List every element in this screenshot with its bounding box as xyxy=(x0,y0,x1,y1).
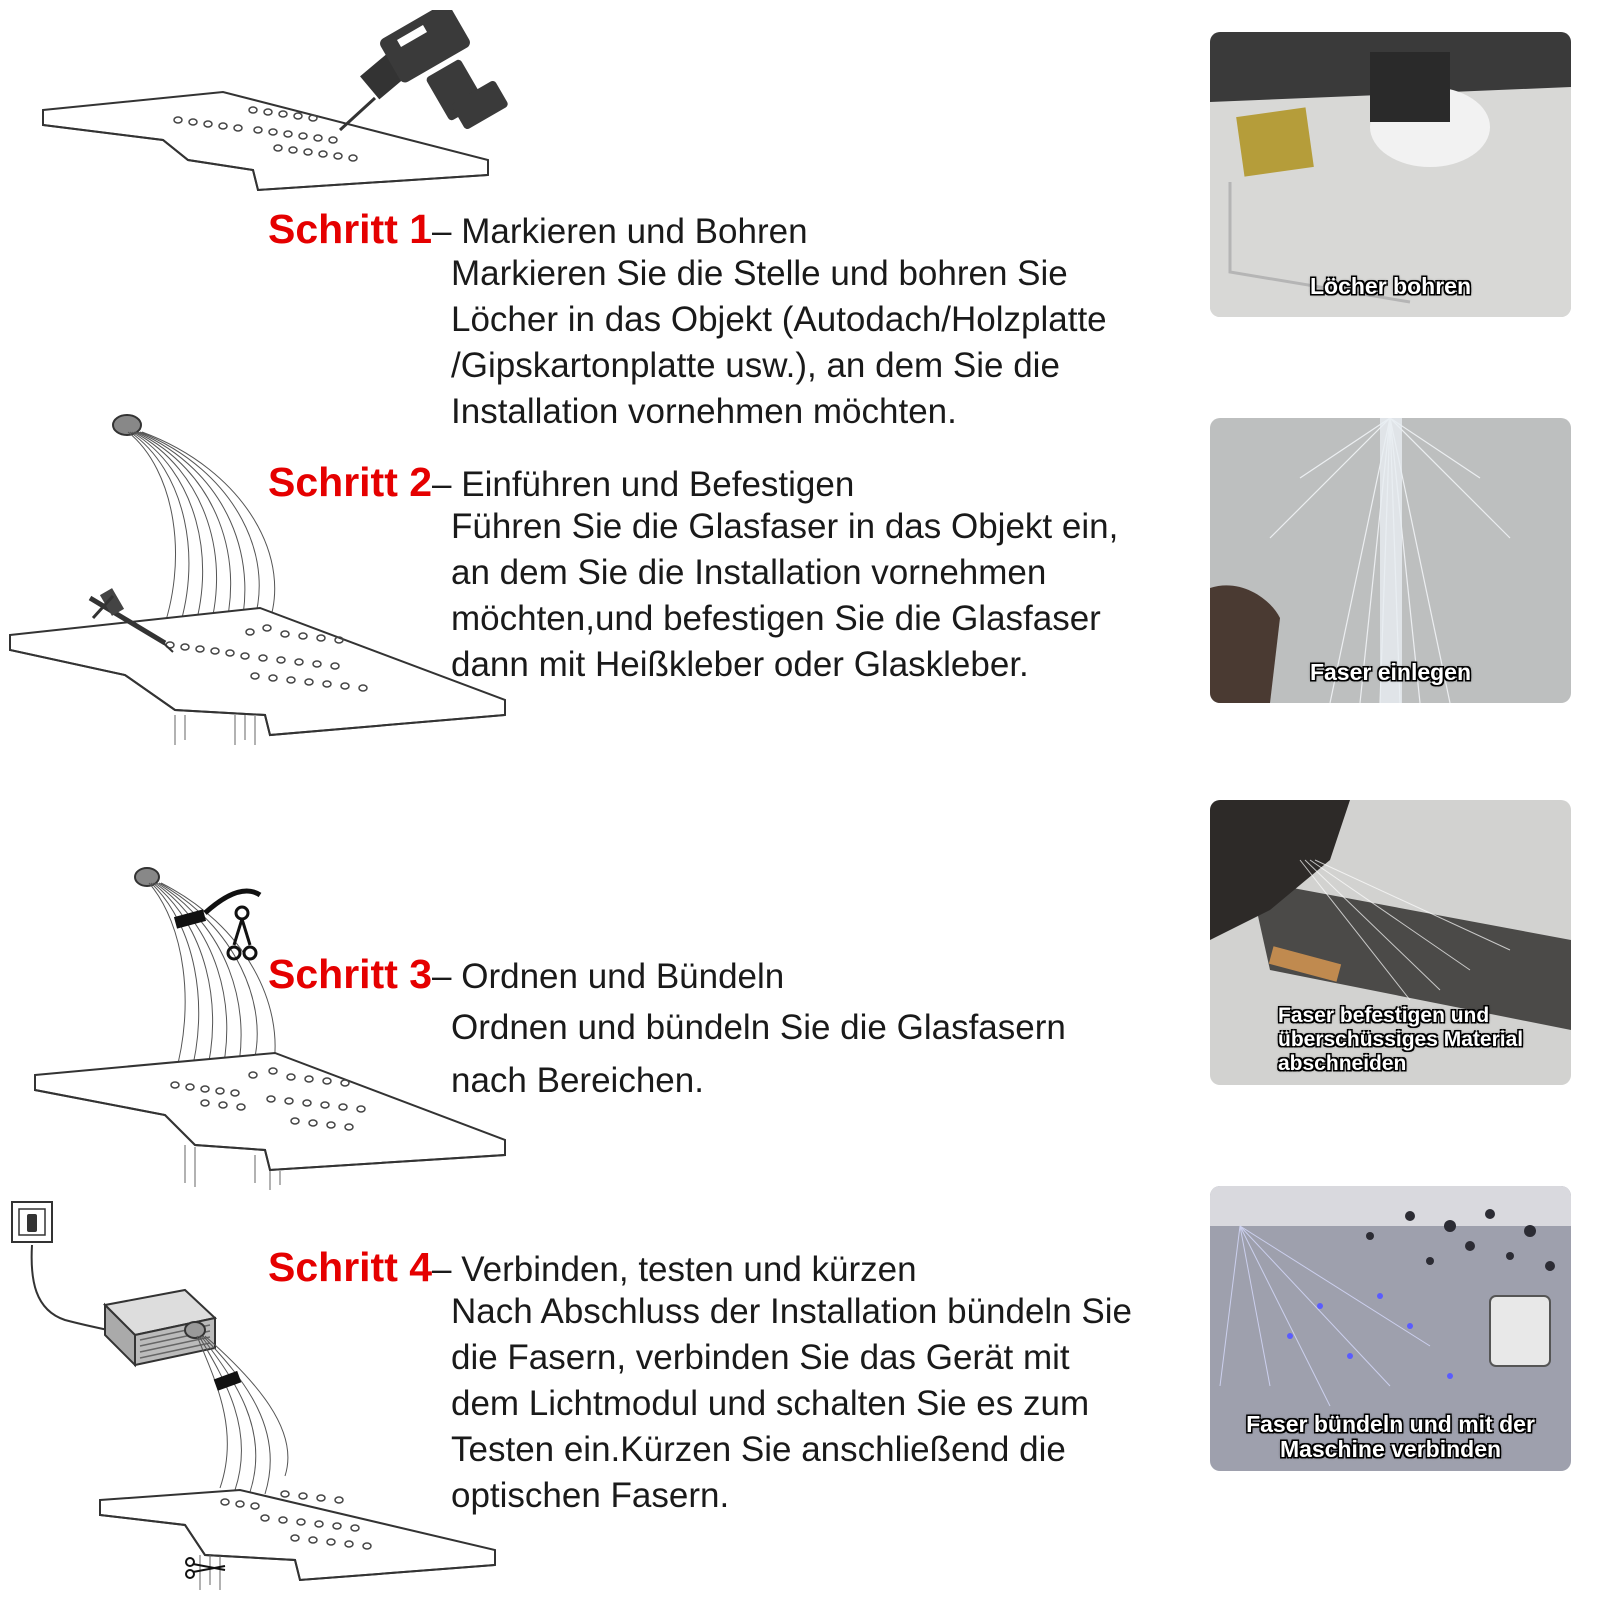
photo-caption-line: abschneiden xyxy=(1278,1052,1407,1075)
step-1-subtitle: – Markieren und Bohren xyxy=(432,212,808,251)
step-4-line: dem Lichtmodul und schalten Sie es zum xyxy=(451,1384,1090,1423)
photo-caption-block xyxy=(1210,1412,1571,1462)
step-4-line: die Fasern, verbinden Sie das Gerät mit xyxy=(451,1338,1070,1377)
cut-scissors-icon xyxy=(186,1558,225,1578)
photo-caption: Faser einlegen xyxy=(1309,659,1472,685)
step-4-number: Schritt 4 xyxy=(268,1244,433,1290)
step-2-number: Schritt 2 xyxy=(268,459,433,505)
photo-caption-line: Maschine verbinden xyxy=(1279,1436,1502,1462)
step-2-body xyxy=(451,504,1118,688)
step-2-line: möchten,und befestigen Sie die Glasfaser xyxy=(451,599,1101,638)
photo-drilling xyxy=(1210,32,1571,317)
photo-caption-line: überschüssiges Material xyxy=(1278,1028,1524,1051)
step-2-line: an dem Sie die Installation vornehmen xyxy=(451,553,1047,592)
light-engine-icon xyxy=(105,1290,215,1365)
step-4-title xyxy=(268,1244,917,1293)
scissors-icon xyxy=(222,905,262,965)
step-1-line: /Gipskartonplatte usw.), an dem Sie die xyxy=(451,346,1060,385)
drill-icon xyxy=(335,10,525,140)
step-3-body xyxy=(451,1001,1066,1107)
power-outlet-icon xyxy=(10,1200,55,1245)
photo-caption-block xyxy=(1278,1004,1523,1076)
step-1-line: Markieren Sie die Stelle und bohren Sie xyxy=(451,254,1068,293)
step-1-title xyxy=(268,206,808,255)
step-3-title xyxy=(268,951,784,1000)
step-4-subtitle: – Verbinden, testen und kürzen xyxy=(432,1250,917,1289)
step-2-line: Führen Sie die Glasfaser in das Objekt ein, xyxy=(451,507,1119,546)
step-3-line: nach Bereichen. xyxy=(451,1061,704,1100)
step-2-title xyxy=(268,459,854,508)
step-2-subtitle: – Einführen und Befestigen xyxy=(432,465,855,504)
photo-fiber-fix xyxy=(1210,800,1571,1085)
light-engine-illustration xyxy=(25,1240,515,1600)
photo-caption-line: Faser befestigen und xyxy=(1278,1004,1490,1027)
step-4-line: optischen Fasern. xyxy=(451,1476,730,1515)
step-1-body xyxy=(451,251,1107,435)
glue-gun-icon xyxy=(85,588,175,658)
step-2-line: dann mit Heißkleber oder Glaskleber. xyxy=(451,645,1029,684)
step-4-line: Testen ein.Kürzen Sie anschließend die xyxy=(451,1430,1066,1469)
photo-caption: Löcher bohren xyxy=(1309,273,1471,299)
step-1-line: Installation vornehmen möchten. xyxy=(451,392,957,431)
step-3-number: Schritt 3 xyxy=(268,951,433,997)
step-4-line: Nach Abschluss der Installation bündeln Sie xyxy=(451,1292,1132,1331)
step-1-line: Löcher in das Objekt (Autodach/Holzplatte xyxy=(451,300,1107,339)
step-3-line: Ordnen und bündeln Sie die Glasfasern xyxy=(451,1008,1066,1047)
bundle-board-illustration xyxy=(25,865,515,1195)
step-4-body xyxy=(451,1289,1132,1519)
photo-caption-line: Faser bündeln und mit der xyxy=(1246,1411,1535,1437)
step-3-subtitle: – Ordnen und Bündeln xyxy=(432,957,785,996)
photo-fiber-connect xyxy=(1210,1186,1571,1471)
step-1-number: Schritt 1 xyxy=(268,206,433,252)
photo-fiber-insert xyxy=(1210,418,1571,703)
